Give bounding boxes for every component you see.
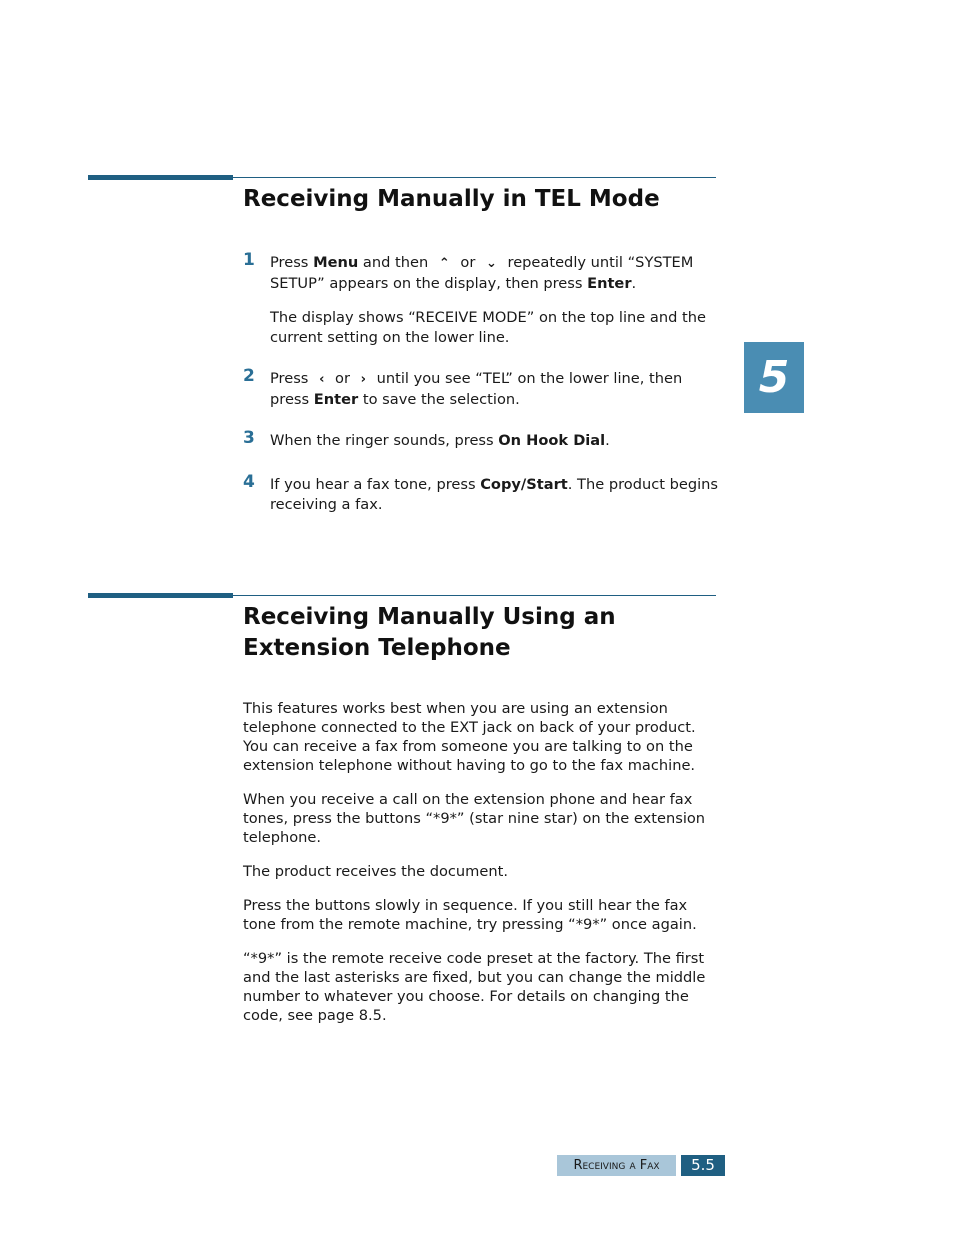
step-number: 2 xyxy=(243,366,255,386)
body-paragraph: “*9*” is the remote receive code preset at the factory. The first and the last asterisks are fixed, but you can change the middle number to whatever you choose. For details on changing the code, see page 8.5. xyxy=(243,950,706,1024)
step-text: Press Menu and then ⌃ or ⌄ repeatedly until “SYSTEM SETUP” appears on the display, then press Enter. xyxy=(270,254,694,292)
enter-key-label: Enter xyxy=(313,390,359,408)
enter-key-label: Enter xyxy=(587,274,632,292)
step-2 xyxy=(243,366,723,409)
menu-key-label: Menu xyxy=(313,254,359,271)
section-heading-tel-mode: Receiving Manually in TEL Mode xyxy=(243,186,660,212)
body-paragraph: This features works best when you are using an extension telephone connected to the EXT jack on back of your product. You can receive a fax from someone you are talking to on the extension telephone without having to go to the fax machine. xyxy=(243,700,696,774)
page-number: 5.5 xyxy=(681,1155,725,1176)
step-1 xyxy=(243,250,723,347)
step-text: When the ringer sounds, press On Hook Dial. xyxy=(270,432,610,449)
body-paragraph: Press the buttons slowly in sequence. If you still hear the fax tone from the remote machine, try pressing “*9*” once again. xyxy=(243,897,697,933)
step-number: 4 xyxy=(243,472,255,492)
step-text: Press ‹ or › until you see “TEL” on the lower line, then press Enter to save the selection. xyxy=(270,370,683,408)
section-divider-thin xyxy=(233,595,716,596)
body-paragraph: When you receive a call on the extension phone and hear fax tones, press the buttons “*9*” (star nine star) on the extension telephone. xyxy=(243,791,706,846)
chapter-tab: 5 xyxy=(744,342,804,413)
step-number: 1 xyxy=(243,250,255,270)
step-3 xyxy=(243,428,723,451)
on-hook-dial-key-label: On Hook Dial xyxy=(498,432,606,449)
body-paragraph: The product receives the document. xyxy=(243,863,508,880)
step-note: The display shows “RECEIVE MODE” on the top line and the current setting on the lower line. xyxy=(270,309,706,346)
step-text: If you hear a fax tone, press Copy/Start. The product begins receiving a fax. xyxy=(270,476,719,513)
footer-section-label: Receiving a Fax xyxy=(557,1155,676,1176)
step-4 xyxy=(243,472,723,514)
down-arrow-icon: ⌄ xyxy=(485,256,497,271)
up-arrow-icon: ⌃ xyxy=(438,256,450,271)
section-divider-thick xyxy=(88,175,233,180)
left-arrow-icon: ‹ xyxy=(319,372,325,387)
right-arrow-icon: › xyxy=(360,372,366,387)
copy-start-key-label: Copy/Start xyxy=(480,476,568,493)
step-number: 3 xyxy=(243,428,255,448)
section-divider-thin xyxy=(233,177,716,178)
section-heading-extension-telephone: Receiving Manually Using an Extension Telephone xyxy=(243,604,616,661)
section-divider-thick xyxy=(88,593,233,598)
